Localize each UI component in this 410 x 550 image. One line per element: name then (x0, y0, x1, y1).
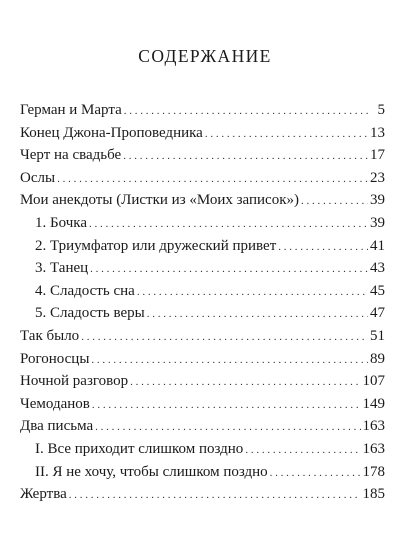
toc-dot-leader (130, 370, 360, 394)
toc-entry-page: 185 (362, 486, 385, 503)
toc-entry (20, 325, 385, 348)
toc-entry-title: Конец Джона-Проповедника (20, 124, 203, 141)
toc-entry-page: 39 (370, 192, 385, 209)
toc-dot-leader (124, 99, 371, 123)
toc-heading: СОДЕРЖАНИЕ (138, 46, 272, 66)
toc-dot-leader (95, 415, 360, 439)
toc-entry-page: 45 (370, 282, 385, 299)
toc-dot-leader (81, 325, 368, 349)
toc-dot-leader (301, 189, 368, 213)
toc-entry-page: 39 (370, 214, 385, 231)
toc-entry-page: 17 (370, 147, 385, 164)
toc-dot-leader (147, 302, 368, 326)
toc-entry-page: 163 (362, 418, 385, 435)
toc-entry (20, 393, 385, 416)
toc-entry-page: 51 (370, 327, 385, 344)
toc-dot-leader (90, 257, 368, 281)
toc-dot-leader (137, 280, 368, 304)
toc-subentry (20, 280, 385, 303)
toc-subentry (20, 235, 385, 258)
toc-subentry (20, 212, 385, 235)
toc-entry-title: I. Все приходит слишком поздно (35, 440, 244, 457)
toc-entry (20, 483, 385, 506)
toc-entry (20, 122, 385, 145)
toc-entry-title: Ночной разговор (20, 373, 129, 390)
toc-entry-title: Так было (20, 327, 80, 344)
toc-entry-title: Герман и Марта (20, 102, 122, 118)
toc-entry-title: Два письма (20, 418, 94, 435)
toc-dot-leader (245, 438, 360, 462)
toc-entry-title: Рогоносцы (20, 350, 90, 367)
toc-entry (20, 370, 385, 393)
toc-entry (20, 144, 385, 167)
toc-dot-leader (205, 122, 368, 146)
toc-entry-title: 1. Бочка (35, 214, 87, 231)
toc-entry (20, 189, 385, 212)
toc-dot-leader (123, 144, 368, 168)
toc-dot-leader (57, 167, 368, 191)
toc-entry-page: 41 (370, 237, 385, 254)
toc-entry-page: 89 (370, 350, 385, 367)
toc-dot-leader (69, 483, 361, 507)
toc-entry (20, 99, 385, 122)
toc-entry-page: 178 (362, 463, 385, 480)
toc-entry (20, 415, 385, 438)
toc-entry-title: 5. Сладость веры (35, 305, 145, 322)
toc-entry-title: 3. Танец (35, 260, 89, 277)
toc-dot-leader (89, 212, 368, 236)
toc-entry (20, 348, 385, 371)
toc-entry-page: 13 (370, 124, 385, 141)
toc-entry-page: 47 (370, 305, 385, 322)
toc-dot-leader (92, 393, 361, 417)
toc-subentry (20, 302, 385, 325)
toc-entry-page: 23 (370, 169, 385, 186)
toc-entry-title: Ослы (20, 169, 56, 186)
toc-entry-page: 107 (362, 373, 385, 390)
toc-dot-leader (91, 348, 368, 372)
toc-dot-leader (278, 235, 368, 259)
toc-entry-title: 4. Сладость сна (35, 282, 135, 299)
toc-entry-page: 163 (362, 440, 385, 457)
toc-subentry (20, 438, 385, 461)
toc-entry (20, 167, 385, 190)
toc-entry-title: Чемоданов (20, 395, 90, 412)
toc-entry-title: Жертва (20, 486, 67, 503)
toc-entry-title: Черт на свадьбе (20, 147, 122, 164)
toc-entry-title: II. Я не хочу, чтобы слишком поздно (35, 463, 268, 480)
toc-entry-title: Мои анекдоты (Листки из «Моих записок») (20, 192, 299, 209)
toc-entry-page: 149 (362, 395, 385, 412)
toc-entry-page: 43 (370, 260, 385, 277)
toc-entry-title: 2. Триумфатор или дружеский привет (35, 237, 277, 254)
toc-entry-page: 5 (377, 102, 385, 118)
toc-list (20, 99, 385, 506)
toc-subentry (20, 257, 385, 280)
toc-dot-leader (270, 461, 361, 485)
toc-subentry (20, 461, 385, 484)
